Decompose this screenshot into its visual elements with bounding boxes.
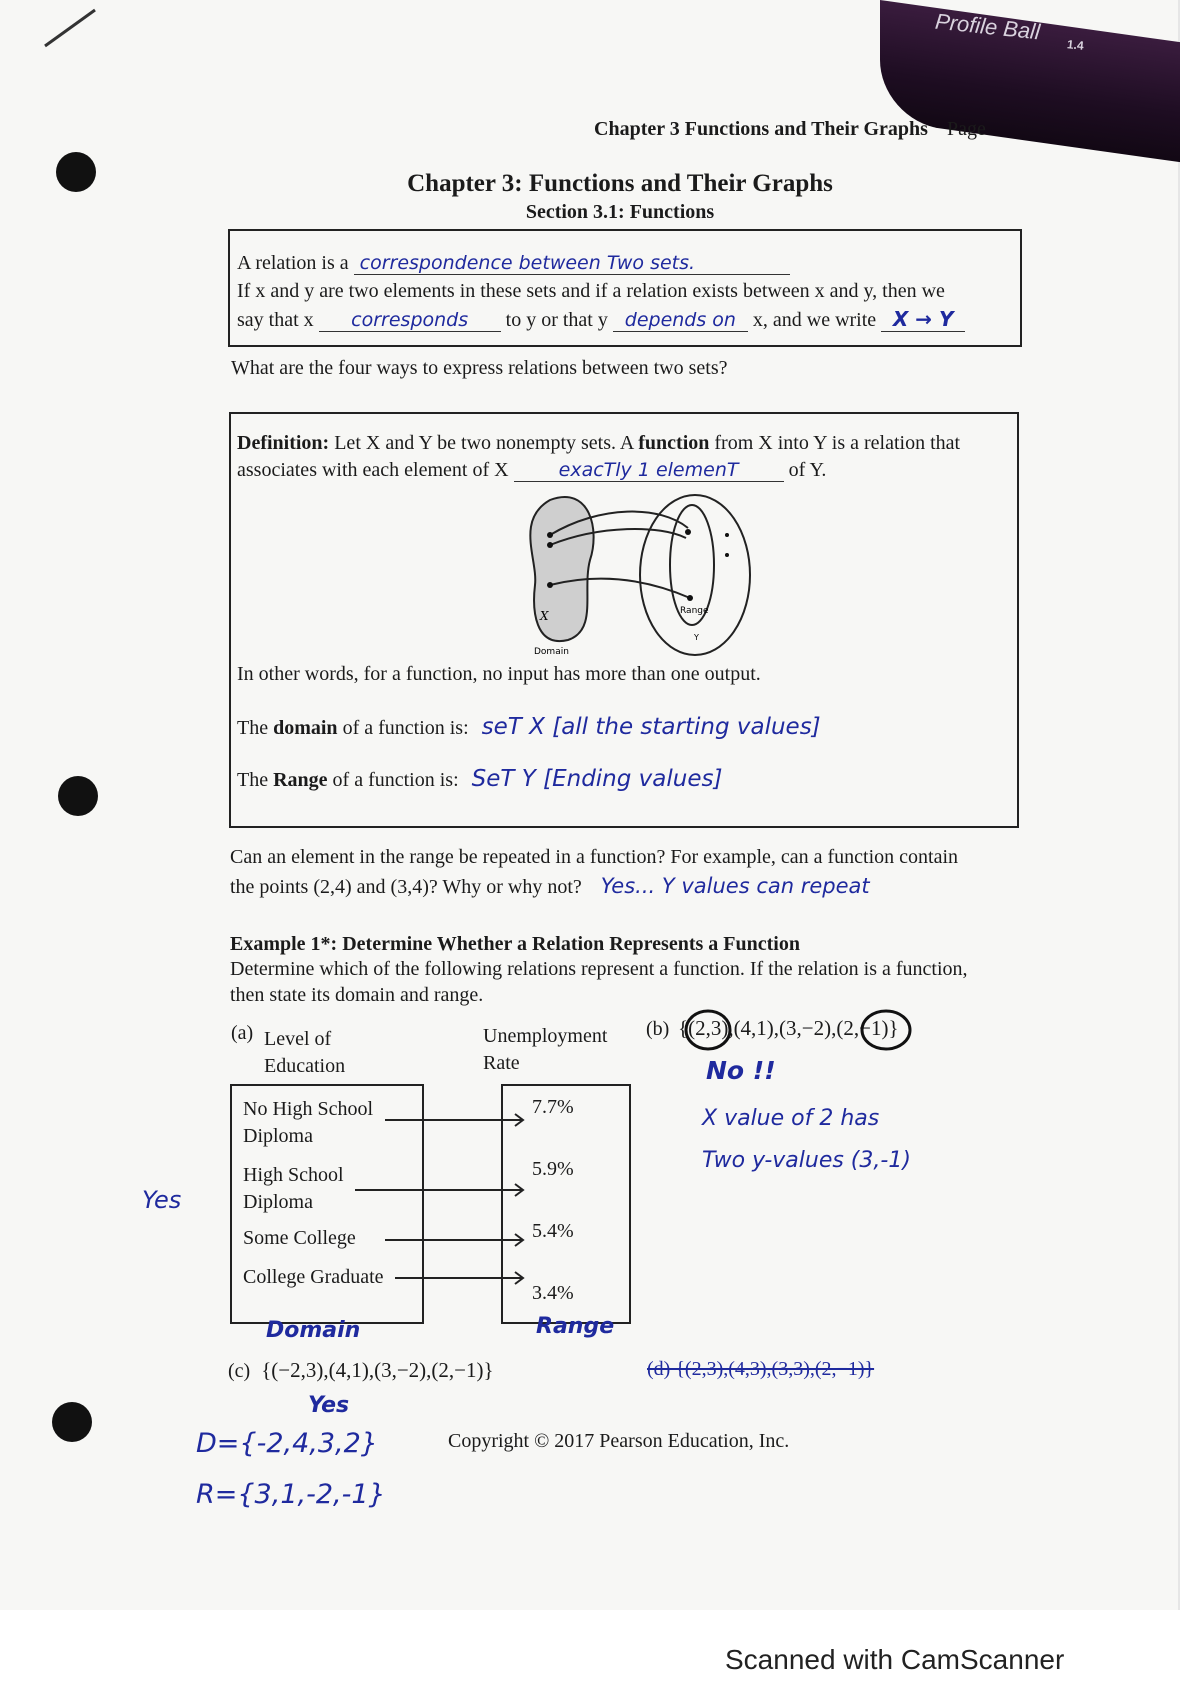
relation-answer: correspondence between Two sets. — [354, 252, 790, 275]
domain-item: High School — [243, 1164, 344, 1186]
left-header-2: Education — [264, 1055, 346, 1077]
section-title: Section 3.1: Functions — [525, 201, 715, 223]
relation-text: x, and we write — [752, 309, 877, 331]
repeat-question-text: the points (2,4) and (3,4)? Why or why not? — [230, 876, 582, 898]
write-answer: X → Y — [881, 307, 965, 332]
definition-line2 — [237, 459, 826, 482]
question-four-ways: What are the four ways to express relations between two sets? — [231, 357, 728, 379]
depends-answer: depends on — [613, 309, 748, 332]
domain-text: The — [237, 717, 269, 739]
function-word: function — [638, 432, 710, 454]
range-line — [237, 766, 722, 792]
other-words: In other words, for a function, no input has more than one output. — [237, 663, 761, 685]
page-title: Chapter 3: Functions and Their Graphs — [407, 170, 833, 197]
diagram-range-label: Range — [680, 606, 709, 616]
running-title: Chapter 3 Functions and Their Graphs — [594, 118, 928, 140]
pen-mark — [40, 8, 100, 48]
punch-hole — [58, 776, 98, 816]
part-c-range: R={3,1,-2,-1} — [196, 1479, 386, 1510]
domain-word: domain — [273, 717, 338, 739]
range-note: Range — [536, 1314, 615, 1339]
relation-line2: If x and y are two elements in these sets and if a relation exists between x and y, then we — [237, 280, 945, 302]
margin-yes-note: Yes — [142, 1186, 182, 1214]
part-c-set: {(−2,3),(4,1),(3,−2),(2,−1)} — [261, 1358, 494, 1382]
repeat-answer: Yes... Y values can repeat — [600, 874, 870, 898]
relation-text: say that x — [237, 309, 314, 331]
mapping-arrows — [380, 1100, 580, 1300]
definition-text: of Y. — [788, 459, 827, 481]
part-b-label: (b) — [646, 1018, 670, 1040]
function-diagram — [520, 490, 760, 660]
definition-label: Definition: — [237, 432, 330, 454]
exactly-one-answer: exacTly 1 elemenT — [514, 459, 784, 482]
circled-pairs — [678, 1010, 918, 1060]
repeat-question-line1: Can an element in the range be repeated in a function? For example, can a function contain — [230, 846, 959, 868]
table-row — [243, 1096, 373, 1150]
part-b-set: {(2,3),(4,1),(3,−2),(2,−1)} — [678, 1016, 899, 1040]
relation-prefix: A relation is a — [237, 252, 349, 274]
pen-size: 1.4 — [1066, 37, 1085, 53]
domain-item: College Graduate — [243, 1266, 384, 1288]
repeat-question-line2 — [230, 874, 870, 899]
example1-instr2: then state its domain and range. — [230, 984, 484, 1006]
punch-hole — [52, 1402, 92, 1442]
page-label: Page — [946, 118, 986, 140]
part-c-line — [228, 1358, 494, 1383]
domain-text: of a function is: — [342, 717, 469, 739]
relation-line1 — [237, 252, 790, 275]
range-item: 5.9% — [532, 1158, 574, 1180]
range-word: Range — [273, 769, 328, 791]
domain-item: Diploma — [243, 1125, 313, 1147]
domain-item: Some College — [243, 1227, 356, 1249]
part-b-note3: Two y-values (3,-1) — [702, 1148, 911, 1173]
corresponds-answer: corresponds — [319, 309, 501, 332]
diagram-domain-label: Domain — [534, 647, 569, 657]
example1-heading: Example 1*: Determine Whether a Relation Represents a Function — [230, 933, 800, 955]
definition-text: from X into Y is a relation that — [714, 432, 961, 454]
relation-text: to y or that y — [505, 309, 608, 331]
range-item: 7.7% — [532, 1096, 574, 1118]
right-header-2: Rate — [483, 1052, 520, 1074]
domain-line — [237, 714, 821, 740]
codomain-ellipse — [640, 495, 750, 655]
part-b-note2: X value of 2 has — [702, 1106, 880, 1131]
range-text: The — [237, 769, 269, 791]
pen-label: Profile Ball — [934, 8, 1042, 45]
part-c-label: (c) — [228, 1360, 251, 1382]
left-header-1: Level of — [264, 1028, 332, 1050]
range-item: 5.4% — [532, 1220, 574, 1242]
domain-item: No High School — [243, 1098, 373, 1120]
definition-line1 — [237, 432, 960, 455]
range-text: of a function is: — [332, 769, 459, 791]
range-answer: SeT Y [Ending values] — [471, 766, 723, 792]
domain-note: Domain — [266, 1318, 361, 1343]
table-row — [243, 1162, 344, 1216]
diagram-x-label: X — [540, 609, 549, 623]
relation-line3 — [237, 307, 965, 332]
part-d-crossed: (d) {(2,3),(4,3),(3,3),(2,−1)} — [647, 1358, 875, 1380]
definition-text: associates with each element of X — [237, 459, 509, 481]
range-item: 3.4% — [532, 1282, 574, 1304]
diagram-y-label: Y — [694, 633, 699, 642]
copyright: Copyright © 2017 Pearson Education, Inc. — [448, 1430, 790, 1452]
scanner-watermark: Scanned with CamScanner — [725, 1644, 1065, 1675]
part-a-label: (a) — [231, 1022, 254, 1044]
part-b-note1: No !! — [706, 1056, 776, 1085]
right-header-1: Unemployment — [483, 1025, 608, 1047]
definition-text: Let X and Y be two nonempty sets. A — [334, 432, 634, 454]
running-header — [594, 118, 986, 141]
domain-item: Diploma — [243, 1191, 313, 1213]
domain-answer: seT X [all the starting values] — [481, 714, 821, 740]
part-c-yes: Yes — [308, 1393, 350, 1418]
example1-instr1: Determine which of the following relations represent a function. If the relation is a function, — [230, 958, 968, 980]
part-c-domain: D={-2,4,3,2} — [196, 1428, 378, 1459]
